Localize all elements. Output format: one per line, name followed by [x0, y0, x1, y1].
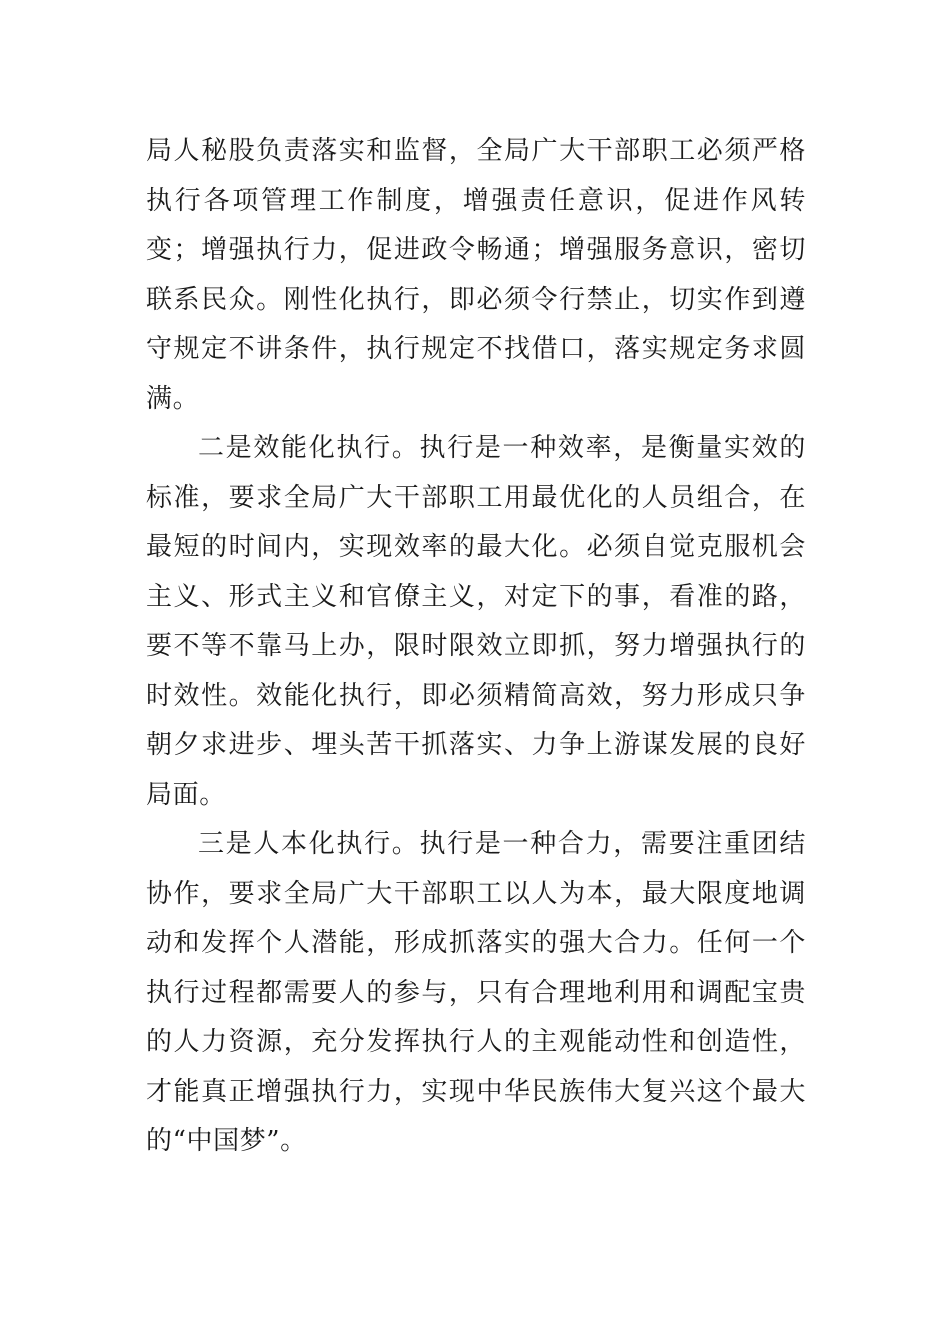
- document-body: [146, 127, 806, 1167]
- paragraph-people-oriented-execution: 三是人本化执行。执行是一种合力，需要注重团结协作，要求全局广大干部职工以人为本，最大限度地调动和发挥个人潜能，形成抓落实的强大合力。任何一个执行过程都需要人的参与，只有合理地利用和调配宝贵的人力资源，充分发挥执行人的主观能动性和创造性，才能真正增强执行力，实现中华民族伟大复兴这个最大的“中国梦”。: [146, 829, 806, 1156]
- paragraph-continuation: 局人秘股负责落实和监督，全局广大干部职工必须严格执行各项管理工作制度，增强责任意识，促进作风转变；增强执行力，促进政令畅通；增强服务意识，密切联系民众。刚性化执行，即必须令行禁止，切实作到遵守规定不讲条件，执行规定不找借口，落实规定务求圆满。: [146, 136, 806, 414]
- paragraph-efficiency-execution: 二是效能化执行。执行是一种效率，是衡量实效的标准，要求全局广大干部职工用最优化的人员组合，在最短的时间内，实现效率的最大化。必须自觉克服机会主义、形式主义和官僚主义，对定下的事，看准的路，要不等不靠马上办，限时限效立即抓，努力增强执行的时效性。效能化执行，即必须精简高效，努力形成只争朝夕求进步、埋头苦干抓落实、力争上游谋发展的良好局面。: [146, 433, 806, 810]
